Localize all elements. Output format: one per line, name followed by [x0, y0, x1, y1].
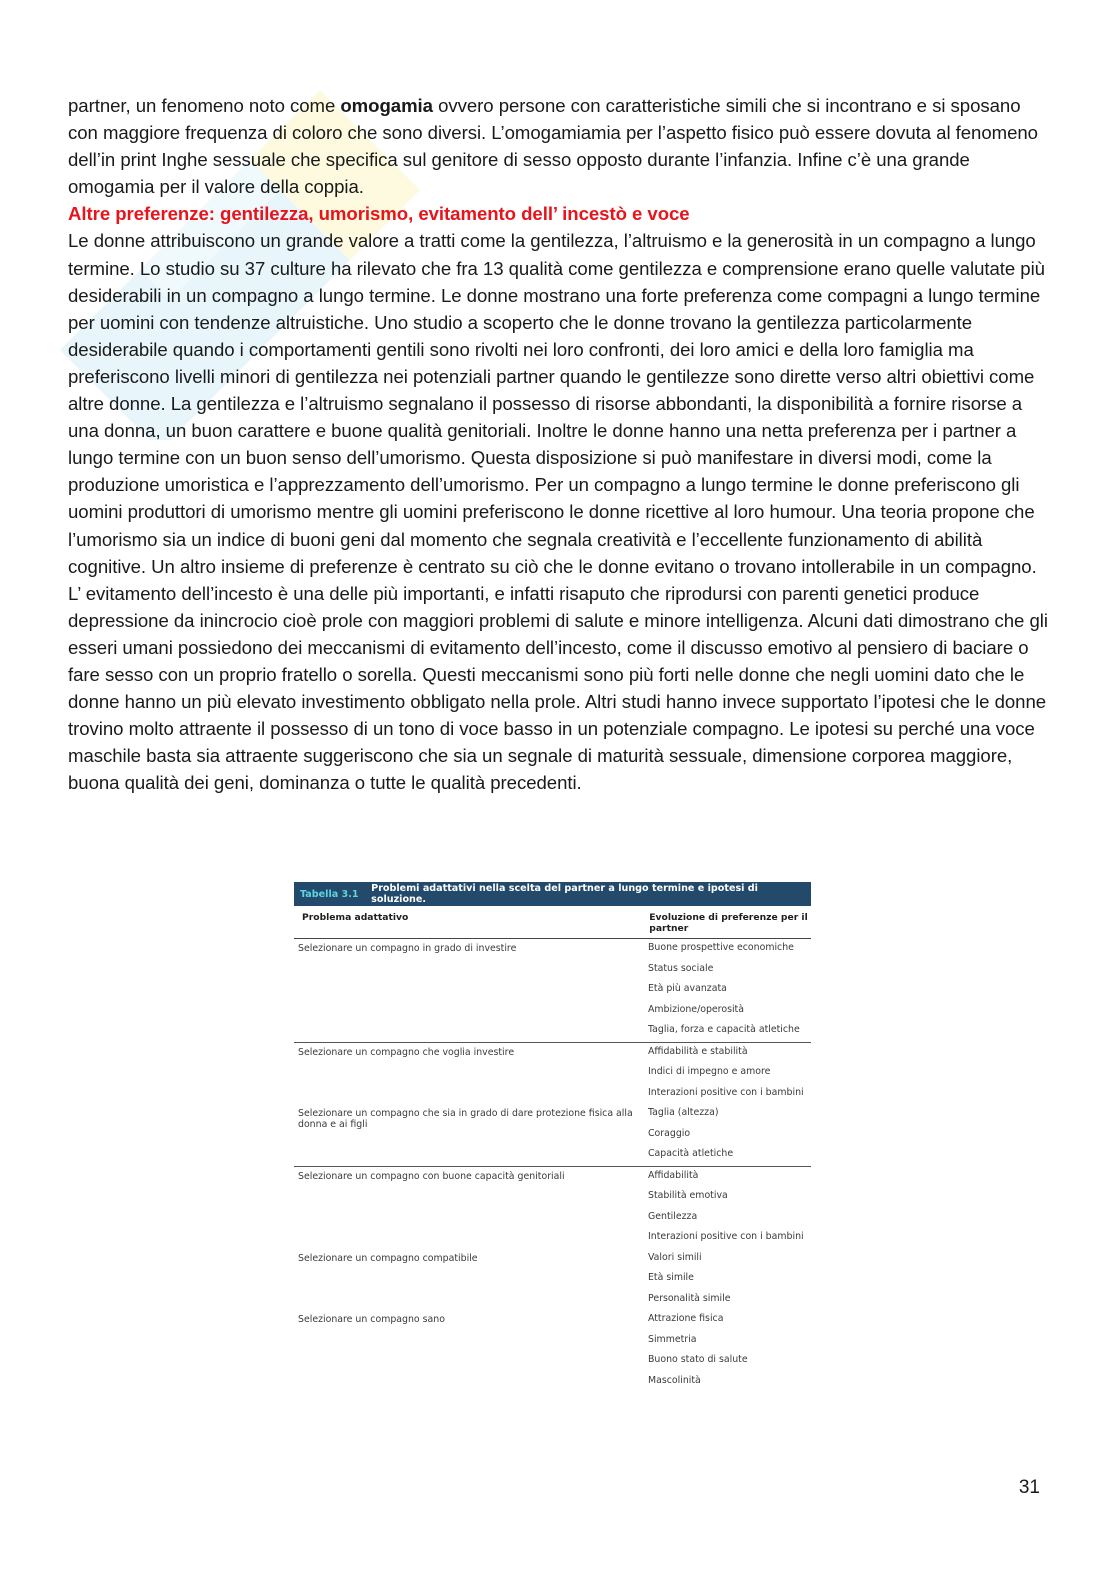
- problem-cell: Selezionare un compagno con buone capacità genitoriali: [298, 1170, 565, 1182]
- term-omogamia: omogamia: [340, 95, 433, 116]
- preferences-cell: [648, 1310, 811, 1392]
- paragraph-omogamia: partner, un fenomeno noto come omogamia ovvero persone con caratteristiche simili che si incontrano e si sposano con maggiore frequenza di coloro che sono diversi. L’omogamiamia per l’aspetto fisico può essere dovuta al fenomeno dell’in print Inghe sessuale che specifica sul genitore di sesso opposto durante l’infanzia. Infine c’è una grande omogamia per il valore della coppia.: [68, 95, 1038, 198]
- preference-item: Taglia (altezza): [648, 1107, 719, 1118]
- preference-item: Interazioni positive con i bambini: [648, 1086, 804, 1098]
- page-number: 31: [1018, 1477, 1040, 1498]
- preference-item: Capacità atletiche: [648, 1148, 734, 1159]
- table-row: [294, 1249, 811, 1311]
- preference-item: Affidabilità e stabilità: [648, 1045, 748, 1057]
- table-number: Tabella 3.1: [300, 888, 359, 900]
- preference-item: Valori simili: [648, 1251, 702, 1263]
- preference-item: Interazioni positive con i bambini: [648, 1231, 804, 1242]
- preference-item: Stabilità emotiva: [648, 1190, 728, 1201]
- preferences-cell: [648, 1167, 811, 1249]
- preference-item: Età più avanzata: [648, 983, 727, 994]
- problem-cell: Selezionare un compagno che sia in grado di dare protezione fisica alla donna e ai figli: [298, 1108, 633, 1130]
- column-header-problem: Problema adattativo: [302, 912, 409, 923]
- body-text: [68, 92, 1048, 796]
- table-header-bar: [294, 882, 811, 906]
- table-3-1: [294, 882, 811, 1392]
- table-row: [294, 1043, 811, 1105]
- problem-cell: Selezionare un compagno compatibile: [298, 1252, 478, 1264]
- preference-item: Status sociale: [648, 962, 714, 974]
- preferences-cell: [648, 1104, 811, 1166]
- problem-cell: Selezionare un compagno che voglia investire: [298, 1046, 515, 1058]
- section-heading: Altre preferenze: gentilezza, umorismo, evitamento dell’ incestò e voce: [68, 203, 690, 225]
- preference-item: Coraggio: [648, 1127, 691, 1139]
- table-row: [294, 1310, 811, 1392]
- preference-item: Attrazione fisica: [648, 1313, 724, 1324]
- preference-item: Buone prospettive economiche: [648, 942, 794, 953]
- preference-item: Indici di impegno e amore: [648, 1066, 771, 1077]
- table-title: Problemi adattativi nella scelta del partner a lungo termine e ipotesi di soluzione.: [371, 883, 758, 905]
- table-row: [294, 1104, 811, 1167]
- preference-item: Taglia, forza e capacità atletiche: [648, 1024, 800, 1035]
- problem-cell: Selezionare un compagno in grado di investire: [298, 943, 517, 954]
- preference-item: Buono stato di salute: [648, 1354, 748, 1365]
- preferences-cell: [648, 939, 811, 1042]
- preference-item: Affidabilità: [648, 1169, 699, 1181]
- preferences-cell: [648, 1043, 811, 1105]
- problem-cell: Selezionare un compagno sano: [298, 1314, 445, 1325]
- table-row: [294, 939, 811, 1043]
- column-header-preferences: Evoluzione di preferenze per il partner: [649, 912, 808, 934]
- preference-item: Personalità simile: [648, 1292, 731, 1304]
- preferences-cell: [648, 1249, 811, 1311]
- preference-item: Età simile: [648, 1272, 694, 1283]
- preference-item: Ambizione/operosità: [648, 1003, 744, 1015]
- table-column-headers: [294, 906, 811, 939]
- table-row: [294, 1167, 811, 1249]
- paragraph-preferences: Le donne attribuiscono un grande valore a tratti come la gentilezza, l’altruismo e la generosità in un compagno a lungo termine. Lo studio su 37 culture ha rilevato che fra 13 qualità come gentilezza e comprensione erano quelle valutate più desiderabili in un compagno a lungo termine. Le donne mostrano una forte preferenza come compagni a lungo termine per uomini con tendenze altruistiche. Uno studio a scoperto che le donne trovano la gentilezza particolarmente desiderabile quando i comportamenti gentili sono rivolti nei loro confronti, dei loro amici e della loro famiglia ma preferiscono livelli minori di gentilezza nei potenziali partner quando le gentilezze sono dirette verso altri obiettivi come altre donne. La gentilezza e l’altruismo segnalano il possesso di risorse abbondanti, la disponibilità a fornire risorse a una donna, un buon carattere e buone qualità genitoriali. Inoltre le donne hanno una netta preferenza per i partner a lungo termine con un buon senso dell’umorismo. Questa disposizione si può manifestare in diversi modi, come la produzione umoristica e l’apprezzamento dell’umorismo. Per un compagno a lungo termine le donne preferiscono gli uomini produttori di umorismo mentre gli uomini preferiscono le donne ricettive al loro humour. Una teoria propone che l’umorismo sia un indice di buoni geni dal momento che segnala creatività e l’eccellente funzionamento di abilità cognitive. Un altro insieme di preferenze è centrato su ciò che le donne evitano o trovano intollerabile in un compagno. L’ evitamento dell’incesto è una delle più importanti, e infatti risaputo che riprodursi con parenti genetici produce depressione da inincrocio cioè prole con maggiori problemi di salute e minore intelligenza. Alcuni dati dimostrano che gli esseri umani possiedono dei meccanismi di evitamento dell’incesto, come il discusso emotivo al pensiero di baciare o fare sesso con un proprio fratello o sorella. Questi meccanismi sono più forti nelle donne che negli uomini dato che le donne hanno un più elevato investimento obbligato nella prole. Altri studi hanno invece supportato l’ipotesi che le donne trovino molto attraente il possesso di un tono di voce basso in un potenziale compagno. Le ipotesi su perché una voce maschile basta sia attraente suggeriscono che sia un segnale di maturità sessuale, dimensione corporea maggiore, buona qualità dei geni, dominanza o tutte le qualità precedenti.: [68, 230, 1048, 794]
- preference-item: Simmetria: [648, 1333, 697, 1345]
- preference-item: Mascolinità: [648, 1374, 701, 1386]
- preference-item: Gentilezza: [648, 1210, 698, 1222]
